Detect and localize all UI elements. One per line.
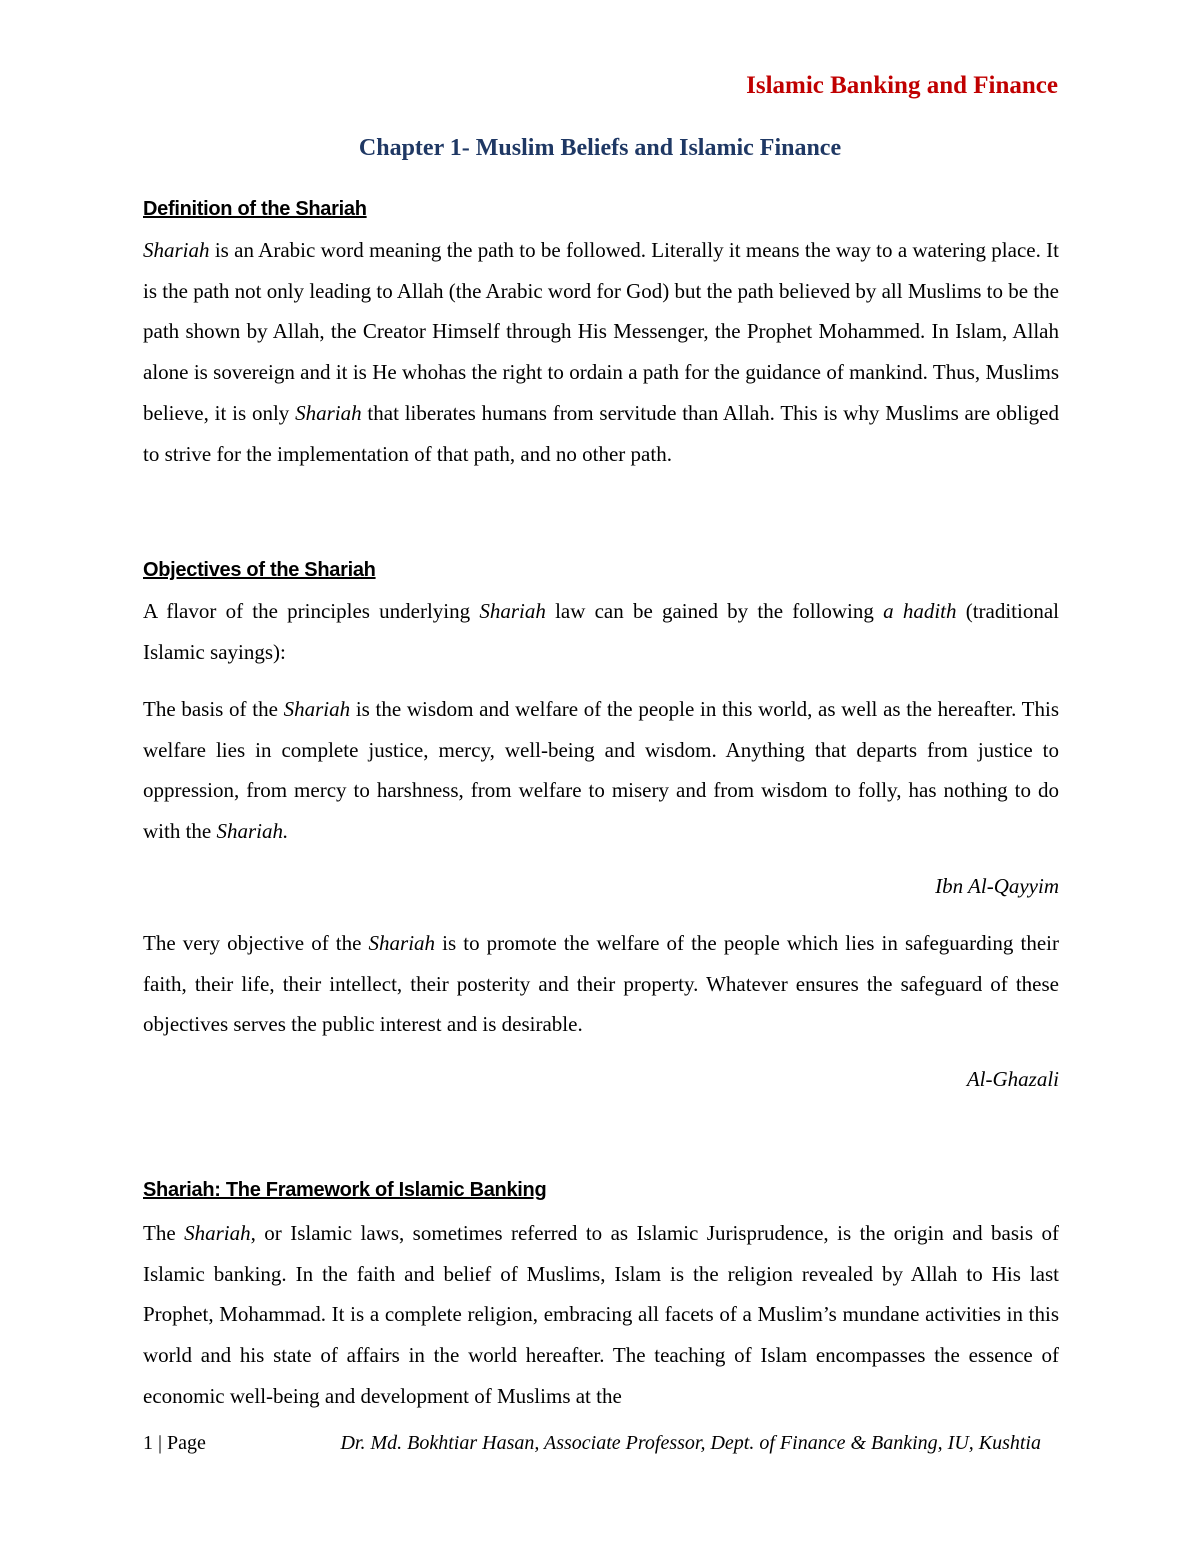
chapter-title: Chapter 1- Muslim Beliefs and Islamic Finance: [358, 135, 842, 161]
attribution-al-ghazali: Al-Ghazali: [966, 1067, 1059, 1091]
term-shariah: Shariah: [368, 931, 436, 955]
objectives-intro-paragraph: [143, 591, 1059, 672]
quote1-text-a: The basis of the: [143, 697, 284, 721]
definition-heading: Definition of the Shariah: [143, 198, 367, 220]
page-number: 1 | Page: [143, 1432, 206, 1454]
definition-paragraph: [143, 230, 1059, 474]
objectives-text-b: law can be gained by the following: [545, 599, 884, 623]
framework-text-a: The: [143, 1221, 185, 1245]
term-shariah: Shariah.: [216, 819, 289, 844]
framework-text-b: , or Islamic laws, sometimes referred to as Islamic Jurisprudence, is the origin and basis of Islamic banking. In the faith and belief of Muslims, Islam is the religion revealed by Allah to His last Prophet, Mohammad. It is a complete religion, embracing all facets of a Muslim’s mundane activities in this world and his state of affairs in the world hereafter. The teaching of Islam encompasses the essence of economic well-being and development of Muslims at the: [143, 1221, 1059, 1408]
attribution-ibn-al-qayyim: Ibn Al-Qayyim: [935, 874, 1059, 898]
definition-text-a: is an Arabic word meaning the path to be followed. Literally it means the way to a watering place. It is the path not only leading to Allah (the Arabic word for God) but the path believed by all Muslims to be the path shown by Allah, the Creator Himself through His Messenger, the Prophet Mohammed. In Islam, Allah alone is sovereign and it is He whohas the right to ordain a path for the guidance of mankind. Thus, Muslims believe, it is only: [143, 238, 1059, 425]
ibn-al-qayyim-quote: [143, 689, 1059, 852]
running-header: Islamic Banking and Finance: [746, 72, 1058, 99]
definition-text-b: that liberates humans from servitude than Allah. This is why Muslims are obliged to strive for the implementation of that path, and no other path.: [143, 400, 1059, 466]
quote2-text-b: is to promote the welfare of the people which lies in safeguarding their faith, their life, their intellect, their posterity and their property. Whatever ensures the safeguard of these objectives serves the public interest and is desirable.: [143, 931, 1060, 1037]
quote2-text-a: The very objective of the: [143, 931, 369, 955]
objectives-text-c: (traditional Islamic sayings):: [143, 599, 1060, 664]
footer-author: Dr. Md. Bokhtiar Hasan, Associate Professor, Dept. of Finance & Banking, IU, Kushtia: [340, 1432, 1041, 1454]
objectives-heading: Objectives of the Shariah: [143, 559, 376, 581]
page-footer: [143, 1432, 1059, 1462]
al-ghazali-quote: [143, 923, 1059, 1045]
framework-heading: Shariah: The Framework of Islamic Banking: [143, 1179, 547, 1201]
term-shariah: Shariah: [479, 599, 546, 623]
term-shariah: Shariah: [295, 400, 362, 425]
term-shariah: Shariah: [184, 1221, 251, 1245]
framework-paragraph: [143, 1213, 1059, 1417]
objectives-text-a: A flavor of the principles underlying: [143, 599, 480, 623]
quote1-text-b: is the wisdom and welfare of the people in this world, as well as the hereafter. This welfare lies in complete justice, mercy, well-being and wisdom. Anything that departs from justice to oppression, from mercy to harshness, from welfare to misery and from wisdom to folly, has nothing to do with the: [143, 697, 1059, 844]
term-shariah: Shariah: [283, 697, 351, 721]
term-shariah: Shariah: [143, 238, 210, 262]
term-hadith: a hadith: [883, 599, 957, 623]
